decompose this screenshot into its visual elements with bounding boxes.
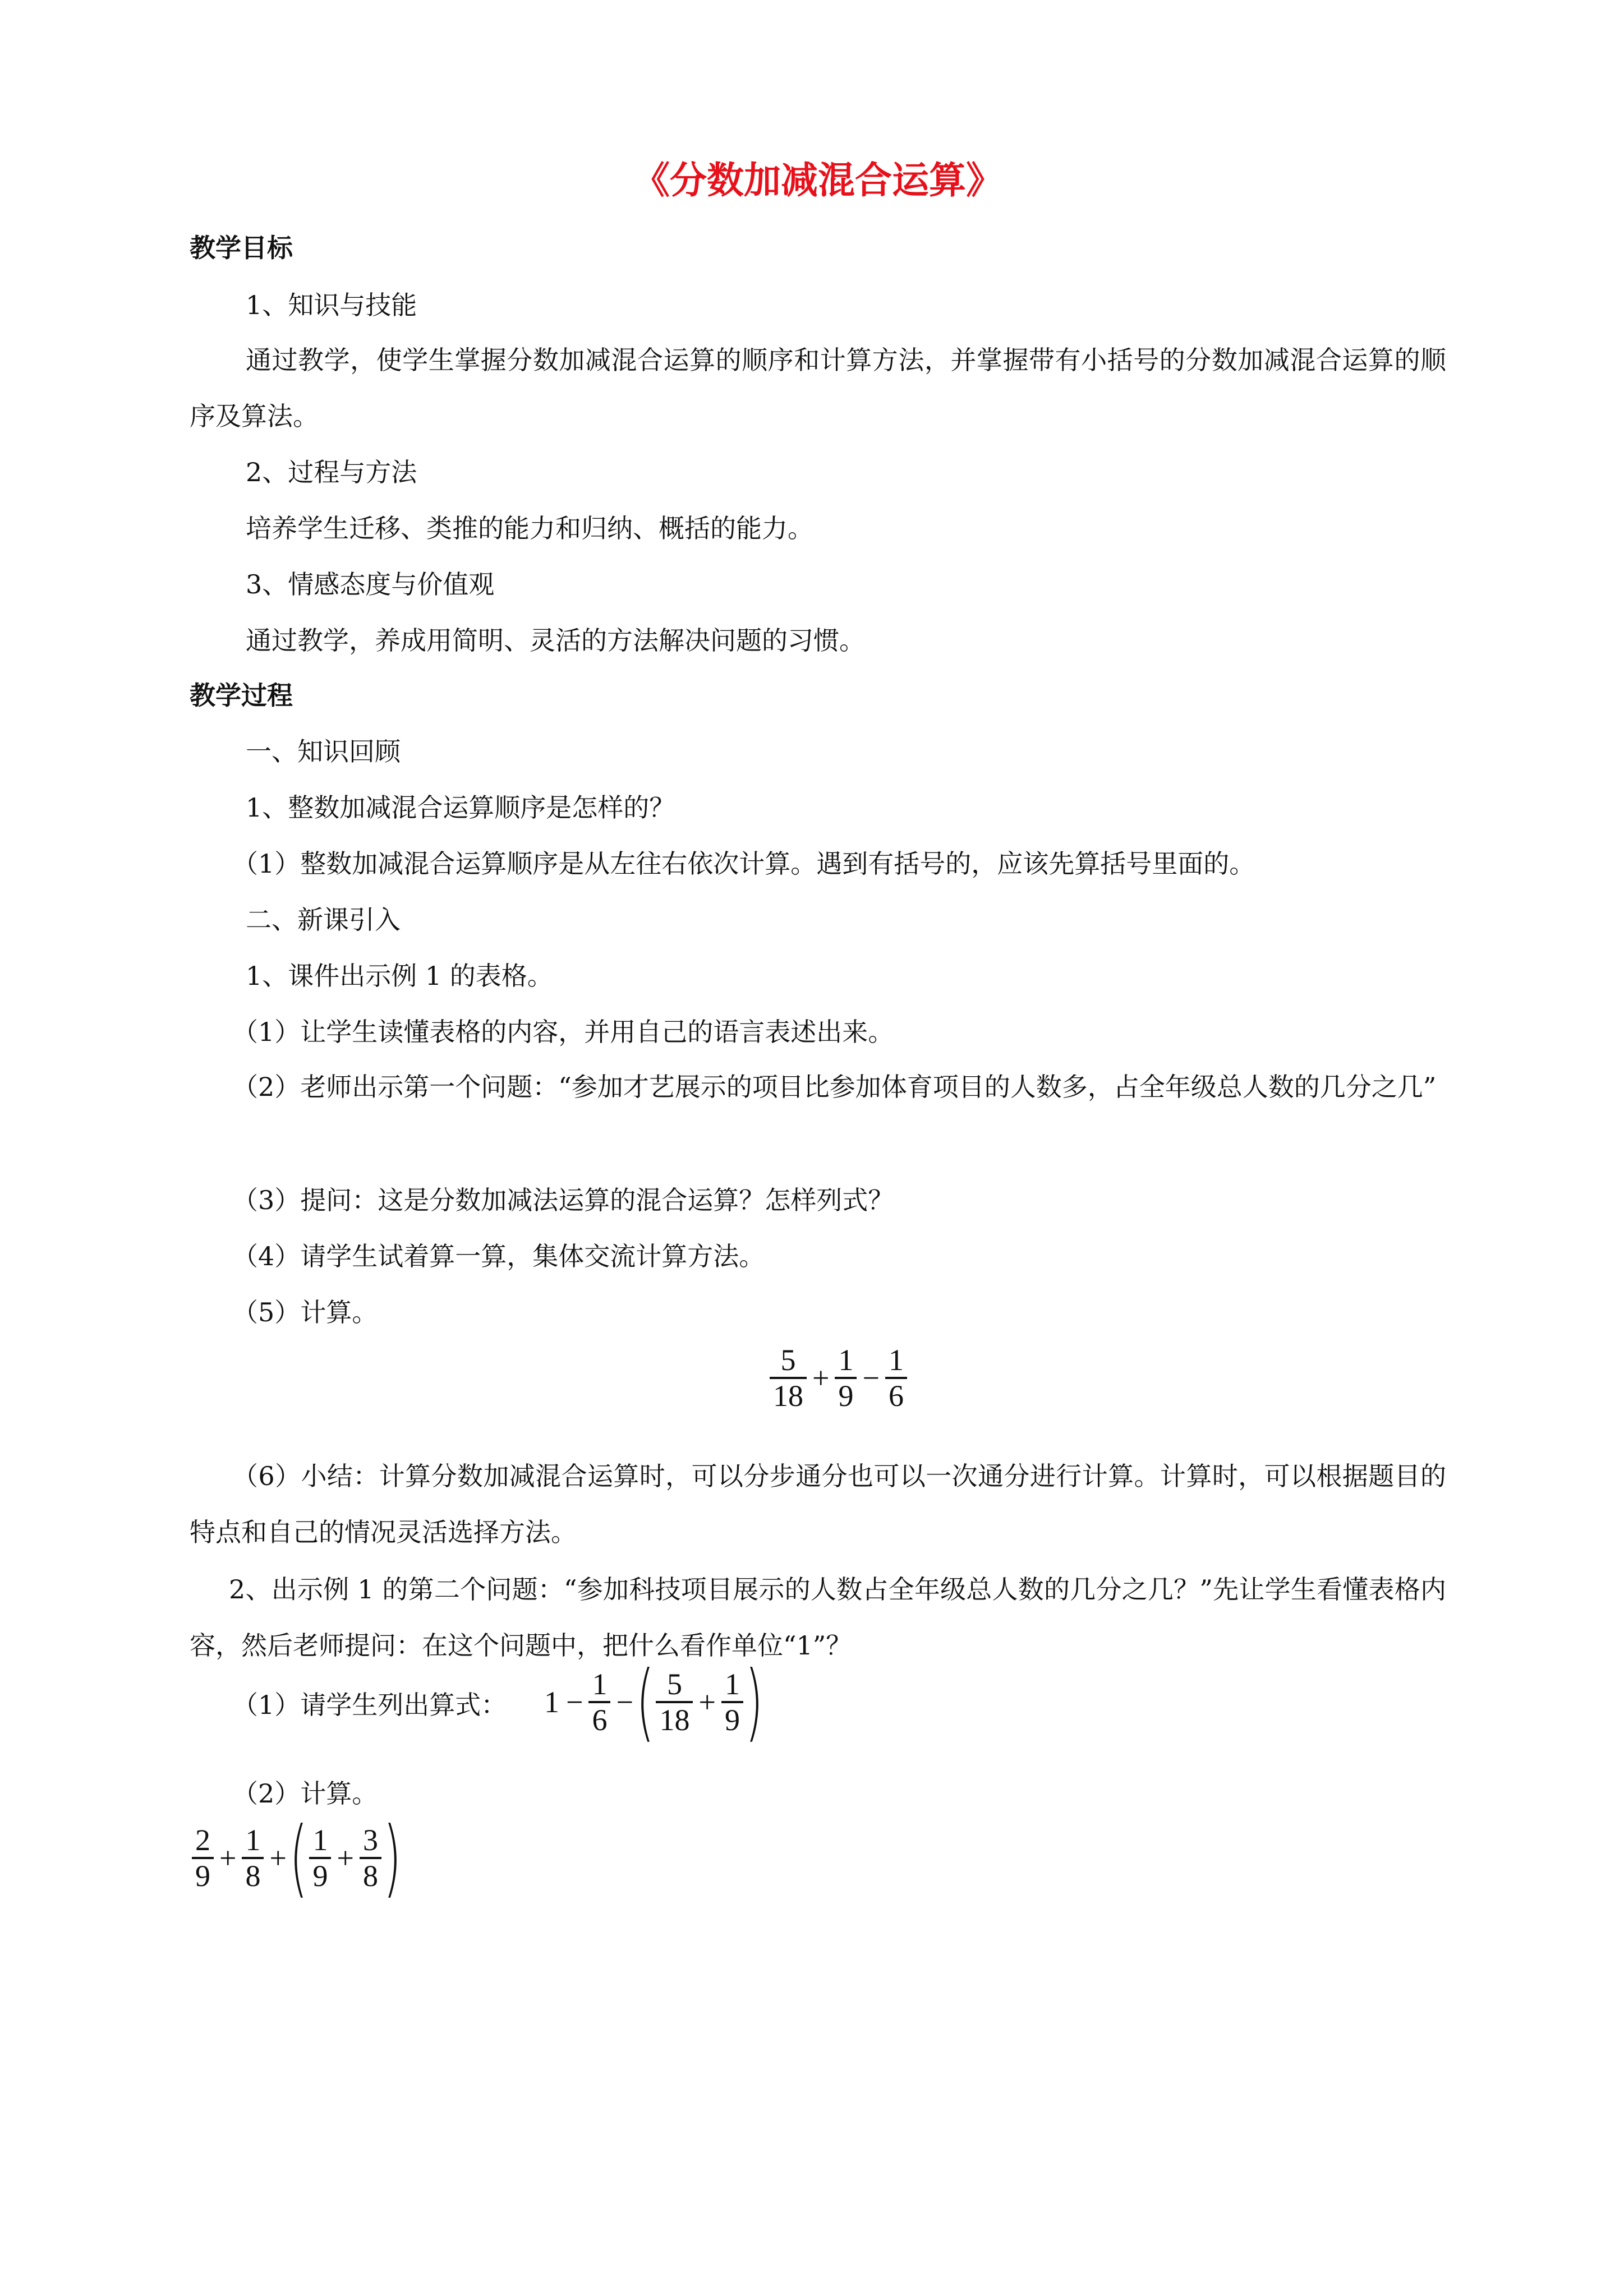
- fraction: [588, 1667, 610, 1737]
- fraction: [656, 1667, 693, 1737]
- fraction: [360, 1823, 381, 1893]
- text-review-question: 1、整数加减混合运算顺序是怎样的？: [246, 792, 675, 823]
- denominator: 6: [592, 1703, 608, 1737]
- denominator: 9: [195, 1859, 210, 1893]
- denominator: 6: [888, 1379, 904, 1413]
- fraction: [242, 1823, 264, 1893]
- operator: +: [269, 1841, 287, 1875]
- text-step-3: （3）提问：这是分数加减法运算的混合运算？怎样列式？: [232, 1185, 894, 1215]
- numerator: 1: [592, 1667, 608, 1701]
- heading-new-lesson: 二、新课引入: [246, 905, 401, 935]
- operator: −: [862, 1361, 880, 1395]
- heading-goals: 教学目标: [190, 233, 293, 263]
- right-paren: ): [383, 1809, 402, 1907]
- numerator: 1: [838, 1343, 854, 1377]
- numerator: 3: [362, 1823, 378, 1857]
- numerator: 1: [245, 1823, 261, 1857]
- text-step-1: （1）让学生读懂表格的内容，并用自己的语言表述出来。: [232, 1017, 894, 1047]
- math-expression-2: [544, 1653, 763, 1751]
- fraction: [721, 1667, 743, 1737]
- operator: +: [219, 1841, 237, 1875]
- numerator: 1: [888, 1343, 904, 1377]
- denominator: 9: [838, 1379, 854, 1413]
- operator: +: [812, 1361, 830, 1395]
- heading-process-method: 2、过程与方法: [246, 457, 417, 487]
- text-example-table: 1、课件出示例 1 的表格。: [246, 961, 553, 991]
- document-page: [190, 0, 1446, 2296]
- text-step-5: （5）计算。: [232, 1297, 378, 1327]
- operator: −: [616, 1685, 633, 1719]
- text-step-2: （2）老师出示第一个问题：“参加才艺展示的项目比参加体育项目的人数多，占全年级总人数的几分之几”: [232, 1072, 1437, 1102]
- text-example-second-question: 2、出示例 1 的第二个问题：“参加科技项目展示的人数占全年级总人数的几分之几？”先让学生看懂表格内容，然后老师提问：在这个问题中，把什么看作单位“1”？: [190, 1574, 1446, 1661]
- math-expression-3: [190, 1809, 402, 1907]
- heading-review: 一、知识回顾: [246, 736, 401, 767]
- number: 1: [544, 1685, 559, 1719]
- heading-attitude-values: 3、情感态度与价值观: [246, 569, 495, 600]
- text-review-answer: （1）整数加减混合运算顺序是从左往右依次计算。遇到有括号的，应该先算括号里面的。: [232, 849, 1255, 879]
- text-calculate: （2）计算。: [232, 1778, 378, 1809]
- text-process-method: 培养学生迁移、类推的能力和归纳、概括的能力。: [246, 513, 813, 543]
- fraction: [885, 1343, 907, 1413]
- fraction: [770, 1343, 807, 1413]
- left-paren: (: [636, 1653, 655, 1751]
- right-paren: ): [745, 1653, 763, 1751]
- denominator: 8: [245, 1859, 261, 1893]
- denominator: 18: [773, 1379, 803, 1413]
- heading-process: 教学过程: [190, 680, 293, 711]
- math-expression-1: [767, 1343, 909, 1413]
- heading-knowledge-skills: 1、知识与技能: [246, 290, 417, 320]
- numerator: 1: [312, 1823, 328, 1857]
- text-attitude-values: 通过教学，养成用简明、灵活的方法解决问题的习惯。: [246, 625, 865, 656]
- denominator: 9: [312, 1859, 328, 1893]
- numerator: 1: [724, 1667, 740, 1701]
- fraction: [192, 1823, 214, 1893]
- operator: −: [566, 1685, 583, 1719]
- fraction: [309, 1823, 331, 1893]
- numerator: 5: [780, 1343, 796, 1377]
- numerator: 2: [195, 1823, 210, 1857]
- text-list-formula: （1）请学生列出算式：: [232, 1690, 507, 1720]
- operator: +: [698, 1685, 716, 1719]
- page-title: 《分数加减混合运算》: [633, 158, 1003, 202]
- text-knowledge-skills: 通过教学，使学生掌握分数加减混合运算的顺序和计算方法，并掌握带有小括号的分数加减混合运算的顺序及算法。: [190, 345, 1446, 431]
- denominator: 8: [362, 1859, 378, 1893]
- numerator: 5: [666, 1667, 682, 1701]
- fraction: [835, 1343, 857, 1413]
- text-step-4: （4）请学生试着算一算，集体交流计算方法。: [232, 1241, 765, 1271]
- denominator: 18: [659, 1703, 690, 1737]
- denominator: 9: [724, 1703, 740, 1737]
- text-step-6-summary: （6）小结：计算分数加减混合运算时，可以分步通分也可以一次通分进行计算。计算时，可以根据题目的特点和自己的情况灵活选择方法。: [190, 1461, 1446, 1547]
- left-paren: (: [289, 1809, 308, 1907]
- operator: +: [337, 1841, 354, 1875]
